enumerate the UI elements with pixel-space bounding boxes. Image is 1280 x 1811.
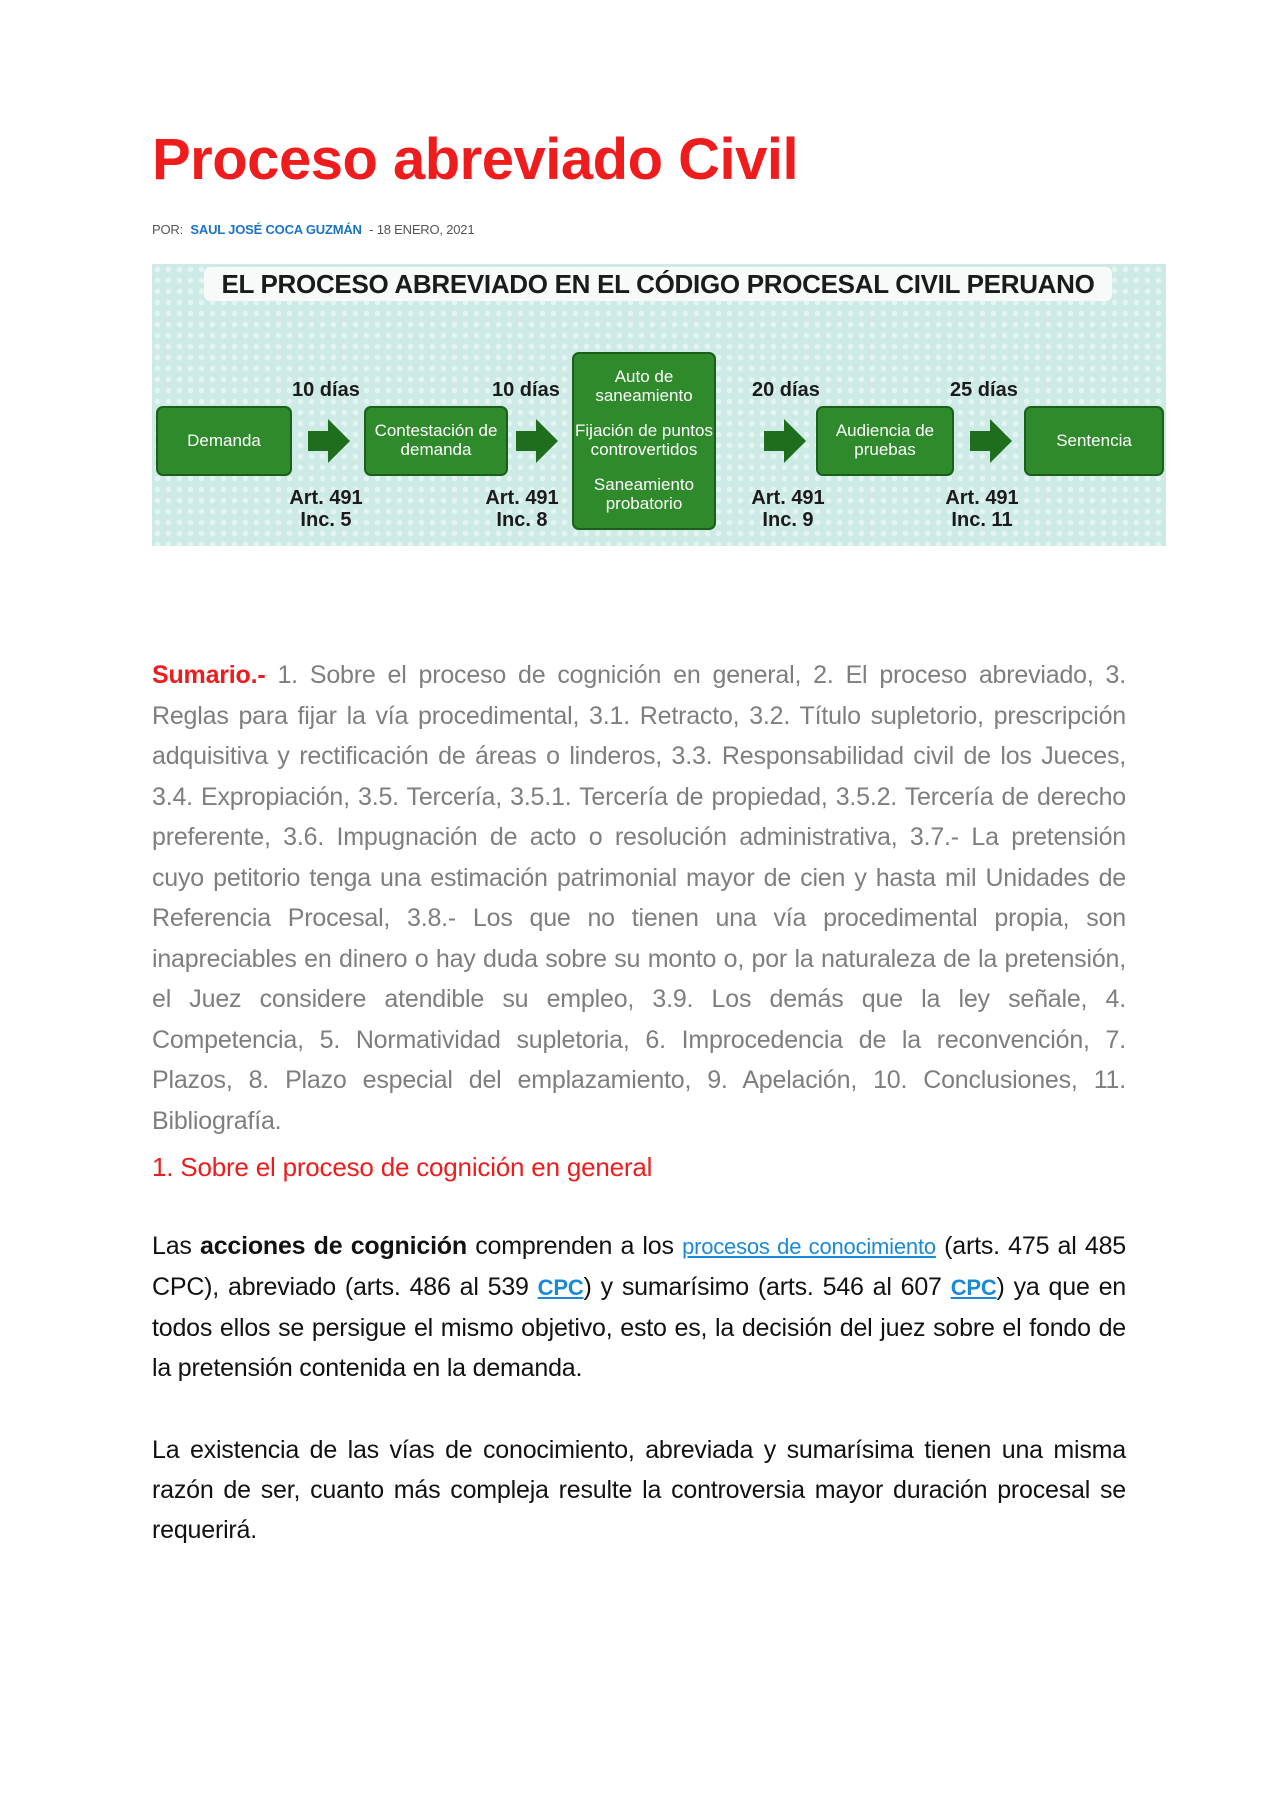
text: Las (152, 1232, 200, 1260)
article-reference (942, 488, 1022, 531)
author-link[interactable]: SAUL JOSÉ COCA GUZMÁN (190, 222, 362, 237)
step-audiencia (816, 406, 954, 476)
article-reference (286, 488, 366, 531)
text: ) ya que en todos ellos se persigue el mismo objetivo, esto es, la decisión del juez sobre el fondo de la pretensión contenida en la demanda. (152, 1273, 1126, 1382)
article-reference (482, 488, 562, 531)
summary-label: Sumario.- (152, 661, 266, 689)
byline-prefix: POR: (152, 222, 183, 237)
step-auto-label: Auto de saneamiento (595, 367, 693, 405)
article-inciso: Inc. 11 (951, 508, 1013, 531)
paragraph (152, 1226, 1126, 1388)
publish-date: - 18 ENERO, 2021 (369, 222, 475, 237)
step-contestacion-label: Contestación de demanda (374, 421, 498, 459)
procesos-conocimiento-link[interactable]: procesos de conocimiento (682, 1234, 936, 1259)
page-title: Proceso abreviado Civil (152, 127, 799, 192)
summary (152, 655, 1126, 1141)
arrow-right-icon (516, 419, 558, 463)
step-saneamiento-label: Saneamiento probatorio (593, 475, 695, 513)
article-inciso: Inc. 5 (300, 508, 352, 531)
text: ) y sumarísimo (arts. 546 al 607 (583, 1273, 951, 1301)
step-fijacion-label: Fijación de puntos controvertidos (575, 421, 713, 459)
text: comprenden a los (466, 1232, 683, 1260)
arrow-right-icon (764, 419, 806, 463)
process-infographic (152, 264, 1166, 546)
cpc-link[interactable]: CPC (537, 1275, 584, 1300)
step-saneamiento (572, 352, 716, 530)
article-inciso: Inc. 9 (762, 508, 814, 531)
arrow-right-icon (308, 419, 350, 463)
step-demanda (156, 406, 292, 476)
article-number: Art. 491 (289, 487, 363, 509)
step-sentencia-label: Sentencia (1056, 430, 1132, 450)
text: (arts. 475 al 485 CPC), abreviado (arts. 486 al 539 (152, 1232, 1126, 1301)
section-heading: 1. Sobre el proceso de cognición en general (152, 1152, 653, 1182)
bold-term: acciones de cognición (199, 1232, 467, 1260)
summary-text: 1. Sobre el proceso de cognición en general, 2. El proceso abreviado, 3. Reglas para fijar la vía procedimental, 3.1. Retracto, 3.2. Título supletorio, prescripción adquisitiva y rectificación de áreas o linderos, 3.3. Responsabilidad civil de los Jueces, 3.4. Expropiación, 3.5. Tercería, 3.5.1. Tercería de propiedad, 3.5.2. Tercería de derecho preferente, 3.6. Impugnación de acto o resolución administrativa, 3.7.- La pretensión cuyo petitorio tenga una estimación patrimonial mayor de cien y hasta mil Unidades de Referencia Procesal, 3.8.- Los que no tienen una vía procedimental propia, son inapreciables en dinero o hay duda sobre su monto o, por la naturaleza de la pretensión, el Juez considere atendible su empleo, 3.9. Los demás que la ley señale, 4. Competencia, 5. Normatividad supletoria, 6. Improcedencia de la reconvención, 7. Plazos, 8. Plazo especial del emplazamiento, 9. Apelación, 10. Conclusiones, 11. Bibliografía. (152, 661, 1126, 1135)
step-contestacion (364, 406, 508, 476)
step-sentencia (1024, 406, 1164, 476)
article-reference (748, 488, 828, 531)
duration-label: 10 días (492, 379, 560, 401)
article-number: Art. 491 (751, 487, 825, 509)
step-demanda-label: Demanda (187, 430, 261, 450)
duration-label: 25 días (950, 379, 1018, 401)
duration-label: 20 días (752, 379, 820, 401)
duration-label: 10 días (292, 379, 360, 401)
infographic-title: EL PROCESO ABREVIADO EN EL CÓDIGO PROCESAL CIVIL PERUANO (204, 267, 1112, 301)
paragraph: La existencia de las vías de conocimiento, abreviada y sumarísima tienen una misma razón de ser, cuanto más compleja resulte la controversia mayor duración procesal se requerirá. (152, 1436, 1126, 1544)
article-number: Art. 491 (485, 487, 559, 509)
step-audiencia-label: Audiencia de pruebas (835, 421, 935, 459)
article-inciso: Inc. 8 (496, 508, 548, 531)
arrow-right-icon (970, 419, 1012, 463)
byline (152, 222, 474, 237)
article-number: Art. 491 (945, 487, 1019, 509)
cpc-link[interactable]: CPC (950, 1275, 997, 1300)
